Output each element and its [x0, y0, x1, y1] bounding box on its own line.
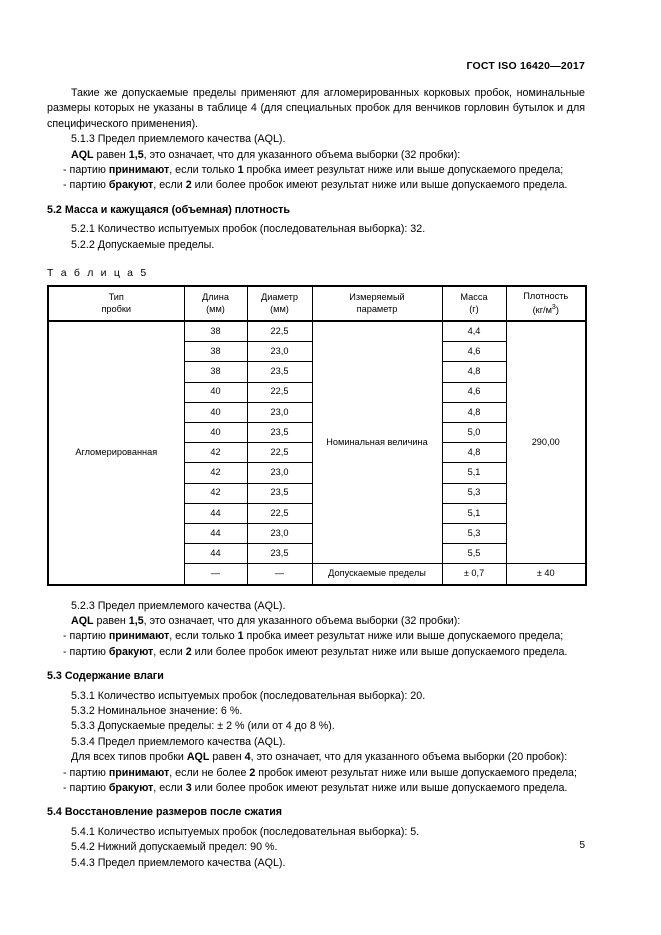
table-5 [47, 285, 587, 585]
column-header-mass-line1: Масса [460, 292, 488, 303]
cell-length: 40 [184, 382, 247, 402]
all-types-mid: равен [209, 751, 245, 764]
bullet-accept-2-verb: принимают [108, 630, 170, 643]
section-heading-5-3: 5.3 Содержание влаги [47, 670, 164, 683]
bullet-reject-1-count: 2 [185, 179, 192, 192]
bullet-accept-2-pre: - партию [63, 630, 109, 643]
bullet-reject-1 [47, 178, 585, 193]
paragraph-5-4-3: 5.4.3 Предел приемлемого качества (AQL). [71, 856, 286, 869]
bullet-accept-3-mid: , если не более [169, 766, 250, 779]
cell-length: 44 [184, 503, 247, 523]
bullet-accept-3-post: пробок имеют результат ниже или выше допускаемого предела; [255, 766, 577, 779]
cell-mass: 5,3 [442, 483, 506, 503]
density-unit-pre: (кг/м [532, 305, 552, 316]
column-header-length-line1: Длина [202, 292, 229, 303]
paragraph-5-2-2: 5.2.2 Допускаемые пределы. [71, 238, 215, 251]
column-header-mass [442, 286, 506, 321]
paragraph-aql-value-2 [47, 614, 585, 629]
cell-mass: 5,0 [442, 423, 506, 443]
cell-diameter: 22,5 [247, 503, 312, 523]
cell-diameter: 23,5 [247, 362, 312, 382]
cell-mass: 4,6 [442, 342, 506, 362]
bullet-accept-3-pre: - партию [63, 766, 109, 779]
bullet-reject-3-pre: - партию [63, 781, 109, 794]
cell-diameter: 22,5 [247, 382, 312, 402]
table-header-row [48, 286, 586, 321]
cell-diameter: 23,0 [247, 523, 312, 543]
aql-post-1: , это означает, что для указанного объема выборки (32 пробки): [143, 148, 461, 161]
bullet-accept-2 [47, 629, 585, 644]
cell-diameter: 23,0 [247, 402, 312, 422]
column-header-density-line2 [533, 305, 559, 315]
all-types-pre: Для всех типов пробки [71, 751, 187, 764]
cell-length: 44 [184, 523, 247, 543]
cell-limits-length: — [184, 564, 247, 585]
paragraph-5-4-1: 5.4.1 Количество испытуемых пробок (последовательная выборка): 5. [71, 825, 420, 838]
bullet-accept-1-count: 1 [237, 164, 244, 177]
cell-diameter: 23,5 [247, 544, 312, 564]
cell-diameter: 23,0 [247, 463, 312, 483]
aql-number-1: 1,5 [128, 148, 144, 161]
paragraph-5-1-3: 5.1.3 Предел приемлемого качества (AQL). [71, 133, 286, 146]
cell-mass: 4,4 [442, 321, 506, 342]
section-heading-5-2: 5.2 Масса и кажущаяся (объемная) плотность [47, 203, 290, 216]
cell-diameter: 23,0 [247, 342, 312, 362]
bullet-reject-2-count: 2 [185, 645, 192, 658]
cell-mass: 4,8 [442, 443, 506, 463]
bullet-reject-2-verb: бракуют [108, 645, 154, 658]
cell-diameter: 22,5 [247, 321, 312, 342]
bullet-reject-1-post: или более пробок имеют результат ниже или выше допускаемого предела. [191, 179, 568, 192]
bullet-reject-2 [47, 645, 585, 660]
aql-label-1: AQL [71, 148, 94, 161]
bullet-reject-1-pre: - партию [63, 179, 109, 192]
cell-mass: 4,8 [442, 362, 506, 382]
column-header-length [184, 286, 247, 321]
bullet-accept-1-pre: - партию [63, 164, 109, 177]
cell-density: 290,00 [506, 321, 586, 564]
cell-measured-parameter-limits: Допускаемые пределы [312, 564, 442, 585]
cell-mass: 4,6 [442, 382, 506, 402]
cell-length: 38 [184, 321, 247, 342]
all-types-aql-label: AQL [186, 751, 210, 764]
bullet-accept-1-verb: принимают [108, 164, 170, 177]
paragraph-intro: Такие же допускаемые пределы применяют для агломерированных корковых пробок, номинальные размеры которых не указаны в таблице 4 (для специальных пробок для венчиков горловин бутылок и для специфического применения). [47, 87, 585, 130]
bullet-accept-2-count: 1 [237, 630, 244, 643]
all-types-post: , это означает, что для указанного объема выборки (20 пробок): [250, 751, 568, 764]
column-header-diameter-line1: Диаметр [261, 292, 298, 303]
section-heading-5-4: 5.4 Восстановление размеров после сжатия [47, 806, 283, 819]
paragraph-aql-value-1 [47, 148, 585, 163]
bullet-reject-3-mid: , если [153, 781, 186, 794]
bullet-reject-2-post: или более пробок имеют результат ниже или выше допускаемого предела. [191, 645, 568, 658]
column-header-density-line1: Плотность [523, 290, 569, 301]
cell-length: 38 [184, 342, 247, 362]
cell-mass: 5,1 [442, 503, 506, 523]
cell-limits-density: ± 40 [506, 564, 586, 585]
all-types-aql-number: 4 [244, 751, 251, 764]
paragraph-5-3-2: 5.3.2 Номинальное значение: 6 %. [71, 704, 243, 717]
cell-length: 42 [184, 483, 247, 503]
bullet-accept-3 [47, 766, 585, 781]
cell-mass: 5,3 [442, 523, 506, 543]
cell-diameter: 23,5 [247, 483, 312, 503]
table-body [48, 321, 586, 584]
cell-mass: 5,1 [442, 463, 506, 483]
table-caption: Т а б л и ц а 5 [47, 267, 149, 280]
paragraph-5-3-4: 5.3.4 Предел приемлемого качества (AQL). [71, 735, 286, 748]
cell-length: 44 [184, 544, 247, 564]
bullet-accept-3-count: 2 [249, 766, 256, 779]
column-header-length-line2: (мм) [206, 303, 225, 314]
cell-diameter: 23,5 [247, 423, 312, 443]
column-header-parameter-line2: параметр [356, 303, 398, 314]
table-row [48, 321, 586, 342]
page-number: 5 [579, 840, 585, 851]
bullet-reject-3-count: 3 [185, 781, 192, 794]
column-header-mass-line2: (г) [469, 303, 479, 314]
page-header-standard-number: ГОСТ ISO 16420—2017 [466, 60, 585, 72]
paragraph-5-2-1: 5.2.1 Количество испытуемых пробок (последовательная выборка): 32. [71, 223, 426, 236]
bullet-accept-2-post: пробка имеет результат ниже или выше допускаемого предела; [243, 630, 564, 643]
column-header-parameter-line1: Измеряемый [349, 292, 405, 303]
paragraph-5-3-3: 5.3.3 Допускаемые пределы: ± 2 % (или от 4 до 8 %). [71, 720, 335, 733]
aql-mid-1: равен [93, 148, 129, 161]
paragraph-all-types-aql [47, 750, 585, 765]
bullet-accept-1-post: пробка имеет результат ниже или выше допускаемого предела; [243, 164, 564, 177]
paragraph-5-3-1: 5.3.1 Количество испытуемых пробок (последовательная выборка): 20. [71, 689, 426, 702]
column-header-diameter [247, 286, 312, 321]
column-header-type [48, 286, 184, 321]
bullet-reject-2-pre: - партию [63, 645, 109, 658]
column-header-density [506, 286, 586, 321]
cell-mass: 5,5 [442, 544, 506, 564]
aql-post-2: , это означает, что для указанного объема выборки (32 пробки): [143, 614, 461, 627]
aql-label-2: AQL [71, 614, 94, 627]
paragraph-5-2-3: 5.2.3 Предел приемлемого качества (AQL). [71, 599, 286, 612]
column-header-type-line1: Тип [108, 292, 124, 303]
bullet-accept-1 [47, 163, 585, 178]
bullet-reject-3 [47, 781, 585, 796]
cell-limits-mass: ± 0,7 [442, 564, 506, 585]
density-unit-post: ) [555, 305, 559, 316]
cell-length: 42 [184, 443, 247, 463]
cell-length: 42 [184, 463, 247, 483]
cell-diameter: 22,5 [247, 443, 312, 463]
cell-cork-type: Агломерированная [48, 321, 184, 584]
page-content [47, 86, 585, 871]
aql-number-2: 1,5 [128, 614, 144, 627]
density-unit-exponent: 3 [551, 304, 556, 312]
aql-mid-2: равен [93, 614, 129, 627]
paragraph-5-4-2: 5.4.2 Нижний допускаемый предел: 90 %. [71, 841, 278, 854]
bullet-reject-3-verb: бракуют [108, 781, 154, 794]
bullet-reject-2-mid: , если [153, 645, 186, 658]
bullet-accept-1-mid: , если только [169, 164, 238, 177]
bullet-accept-3-verb: принимают [108, 766, 170, 779]
bullet-reject-1-mid: , если [153, 179, 186, 192]
cell-length: 40 [184, 402, 247, 422]
cell-measured-parameter-nominal: Номинальная величина [312, 321, 442, 564]
column-header-type-line2: пробки [101, 303, 132, 314]
bullet-reject-1-verb: бракуют [108, 179, 154, 192]
column-header-parameter [312, 286, 442, 321]
cell-length: 38 [184, 362, 247, 382]
cell-length: 40 [184, 423, 247, 443]
cell-limits-diameter: — [247, 564, 312, 585]
cell-mass: 4,8 [442, 402, 506, 422]
bullet-reject-3-post: или более пробок имеют результат ниже или выше допускаемого предела. [191, 781, 568, 794]
column-header-diameter-line2: (мм) [270, 303, 289, 314]
bullet-accept-2-mid: , если только [169, 630, 238, 643]
